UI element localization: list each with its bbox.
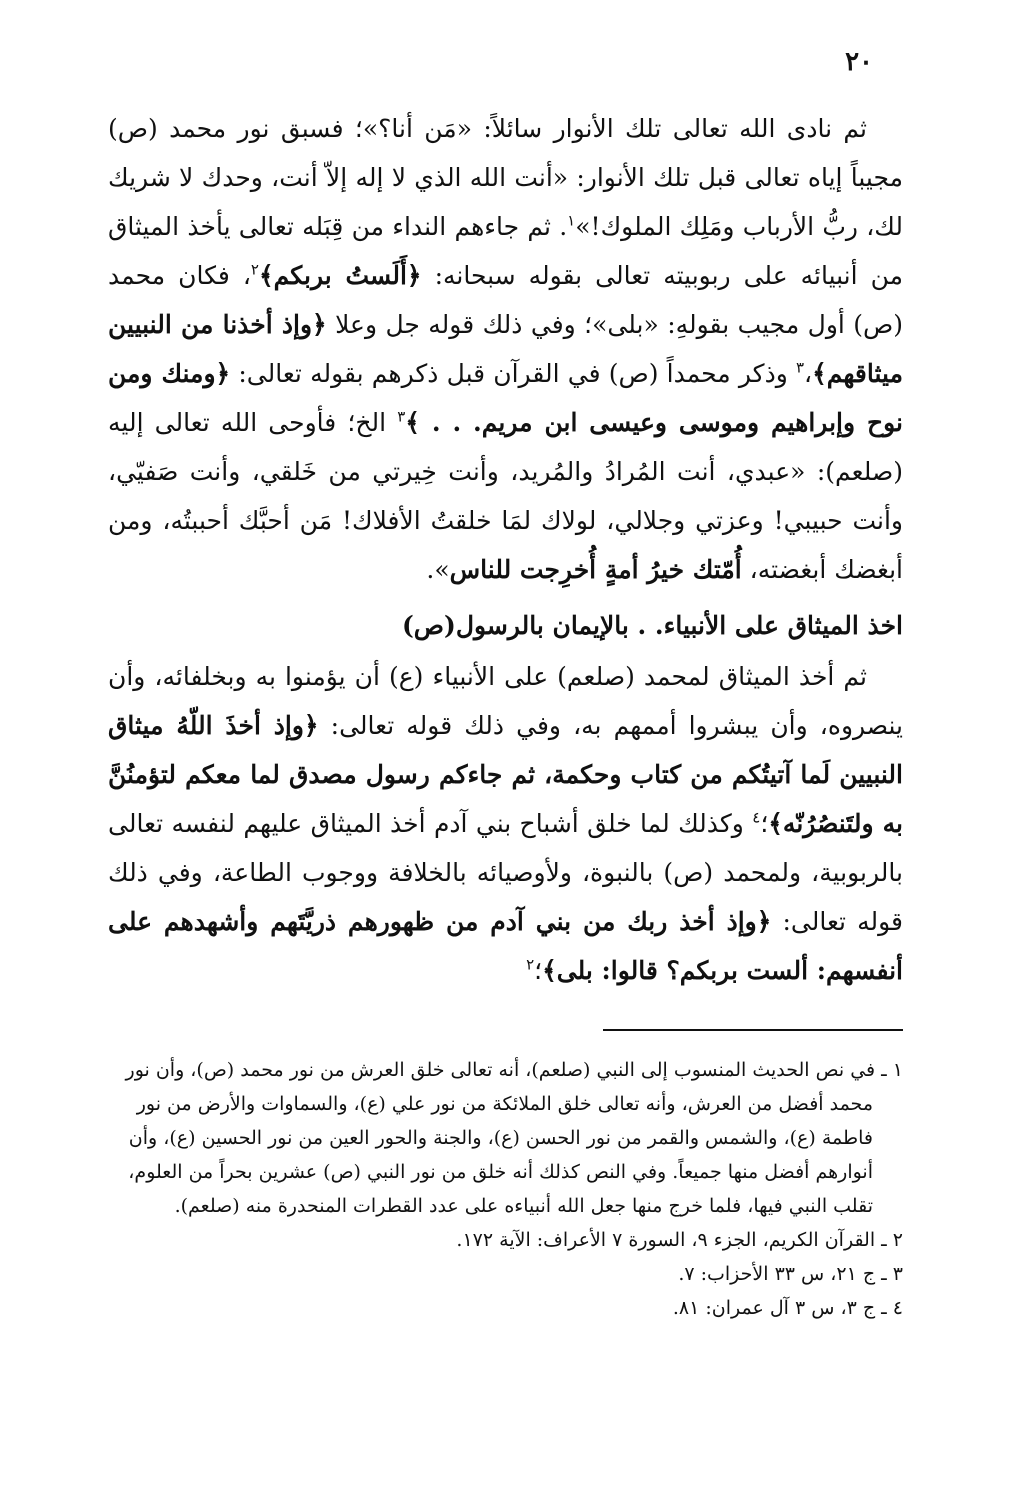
text-run: ». [426, 555, 450, 584]
page-number: ٢٠ [845, 47, 873, 77]
text-run: وذكر محمداً (ص) في القرآن قبل ذكرهم بقوله تعالى: [230, 359, 796, 388]
footnote-marker: ٣ [397, 407, 406, 426]
footnotes [108, 1053, 903, 1325]
text-run: وكذلك لما خلق أشباح بني آدم أخذ الميثاق عليهم لنفسه تعالى بالربوبية، ولمحمد (ص) بالنبوة، ولأوصيائه بالخلافة ووجوب الطاعة، وفي ذلك قوله تعالى: [108, 809, 904, 936]
text-run: ، [804, 359, 813, 388]
quranic-quote: أُمّتك خيرُ أمةٍ أُخرِجت للناس [449, 555, 742, 584]
footnote-marker: ١ [567, 211, 576, 230]
quranic-quote: ﴿وإذ أخذنا من النبيين ميثاقهم﴾ [108, 310, 903, 388]
text-run: . ثم جاءهم النداء من قِبَله تعالى يأخذ الميثاق من أنبيائه على ربوبيته تعالى بقوله سبحانه: [108, 212, 903, 290]
text-run: ثم نادى الله تعالى تلك الأنوار سائلاً: «مَن أنا؟»؛ فسبق نور محمد (ص) مجيباً إياه تعالى قبل تلك الأنوار: «أنت الله الذي لا إله إلاّ أنت، وحدك لا شريك لك، ربُّ الأرباب ومَلِك الملوك!» [108, 114, 903, 241]
text-run: ثم أخذ الميثاق لمحمد (صلعم) على الأنبياء (ع) أن يؤمنوا به وبخلفائه، وأن ينصروه، وأن يبشروا أممهم به، وفي ذلك قوله تعالى: [108, 662, 903, 740]
footnote-marker: ٣ [795, 358, 805, 377]
footnote-marker: ٢ [250, 260, 259, 279]
quranic-quote: ﴿وإذ أخذَ اللّهُ ميثاق النبيين لَما آتيتُكم من كتاب وحكمة، ثم جاءكم رسول مصدق لما معكم لتؤمنُنَّ به ولتَنصُرُنّه﴾ [108, 711, 904, 838]
text-run: ؛ [534, 956, 543, 985]
text-run: ؛ [760, 809, 769, 838]
quranic-quote: ﴿وإذ أخذ ربك من بني آدم من ظهورهم ذريَّتَهم وأشهدهم على أنفسهم: ألست بربكم؟ قالوا: بلى﴾ [108, 907, 903, 985]
main-text [108, 104, 903, 995]
section-heading: اخذ الميثاق على الأنبياء. . بالإيمان بالرسول(ص) [401, 611, 903, 640]
quranic-quote: ﴿أَلَستُ بربكم﴾ [258, 261, 422, 290]
footnote-marker: ٢ [526, 955, 535, 974]
footnote-divider [603, 1029, 903, 1031]
quranic-quote: ﴿ومنك ومن نوح وإبراهيم وموسى وعيسى ابن مريم. . . ﴾ [108, 359, 903, 437]
footnote-marker: ٤ [752, 808, 761, 827]
paragraph-1 [108, 104, 903, 594]
text-run: الخ؛ فأوحى الله تعالى إليه (صلعم): «عبدي، أنت المُرادُ والمُريد، وأنت خِيرتي من خَلقي، وأنت صَفيّي، وأنت حبيبي! وعزتي وجلالي، لولاك لمَا خلقتُ الأفلاك! مَن أحبَّك أحببتُه، ومن أبغضك أبغضته، [108, 408, 903, 584]
footnote-1: ١ ـ في نص الحديث المنسوب إلى النبي (صلعم)، أنه تعالى خلق العرش من نور محمد (ص)، وأن نور محمد أفضل من العرش، وأنه تعالى خلق الملائكة من نور علي (ع)، والسماوات والأرض من نور فاطمة (ع)، والشمس والقمر من نور الحسن (ع)، والجنة والحور العين من نور الحسين (ع)، وأن أنوارهم أفضل منها جميعاً. وفي النص كذلك أنه خلق من نور النبي (ص) عشرين بحراً من العلوم، تقلب النبي فيها، فلما خرج منها جعل الله أنبياءه على عدد القطرات المنحدرة منه (صلعم). [125, 1059, 903, 1217]
paragraph-2 [108, 652, 903, 995]
text-run: ، فكان محمد (ص) أول مجيب بقولهِ: «بلى»؛ وفي ذلك قوله جل وعلا [108, 261, 903, 339]
footnote-divider-wrap [108, 995, 903, 1053]
footnote-3: ٣ ـ ج ٢١، س ٣٣ الأحزاب: ٧. [678, 1263, 903, 1285]
footnote-4: ٤ ـ ج ٣، س ٣ آل عمران: ٨١. [672, 1297, 903, 1319]
footnote-2: ٢ ـ القرآن الكريم، الجزء ٩، السورة ٧ الأعراف: الآية ١٧٢. [456, 1229, 903, 1251]
